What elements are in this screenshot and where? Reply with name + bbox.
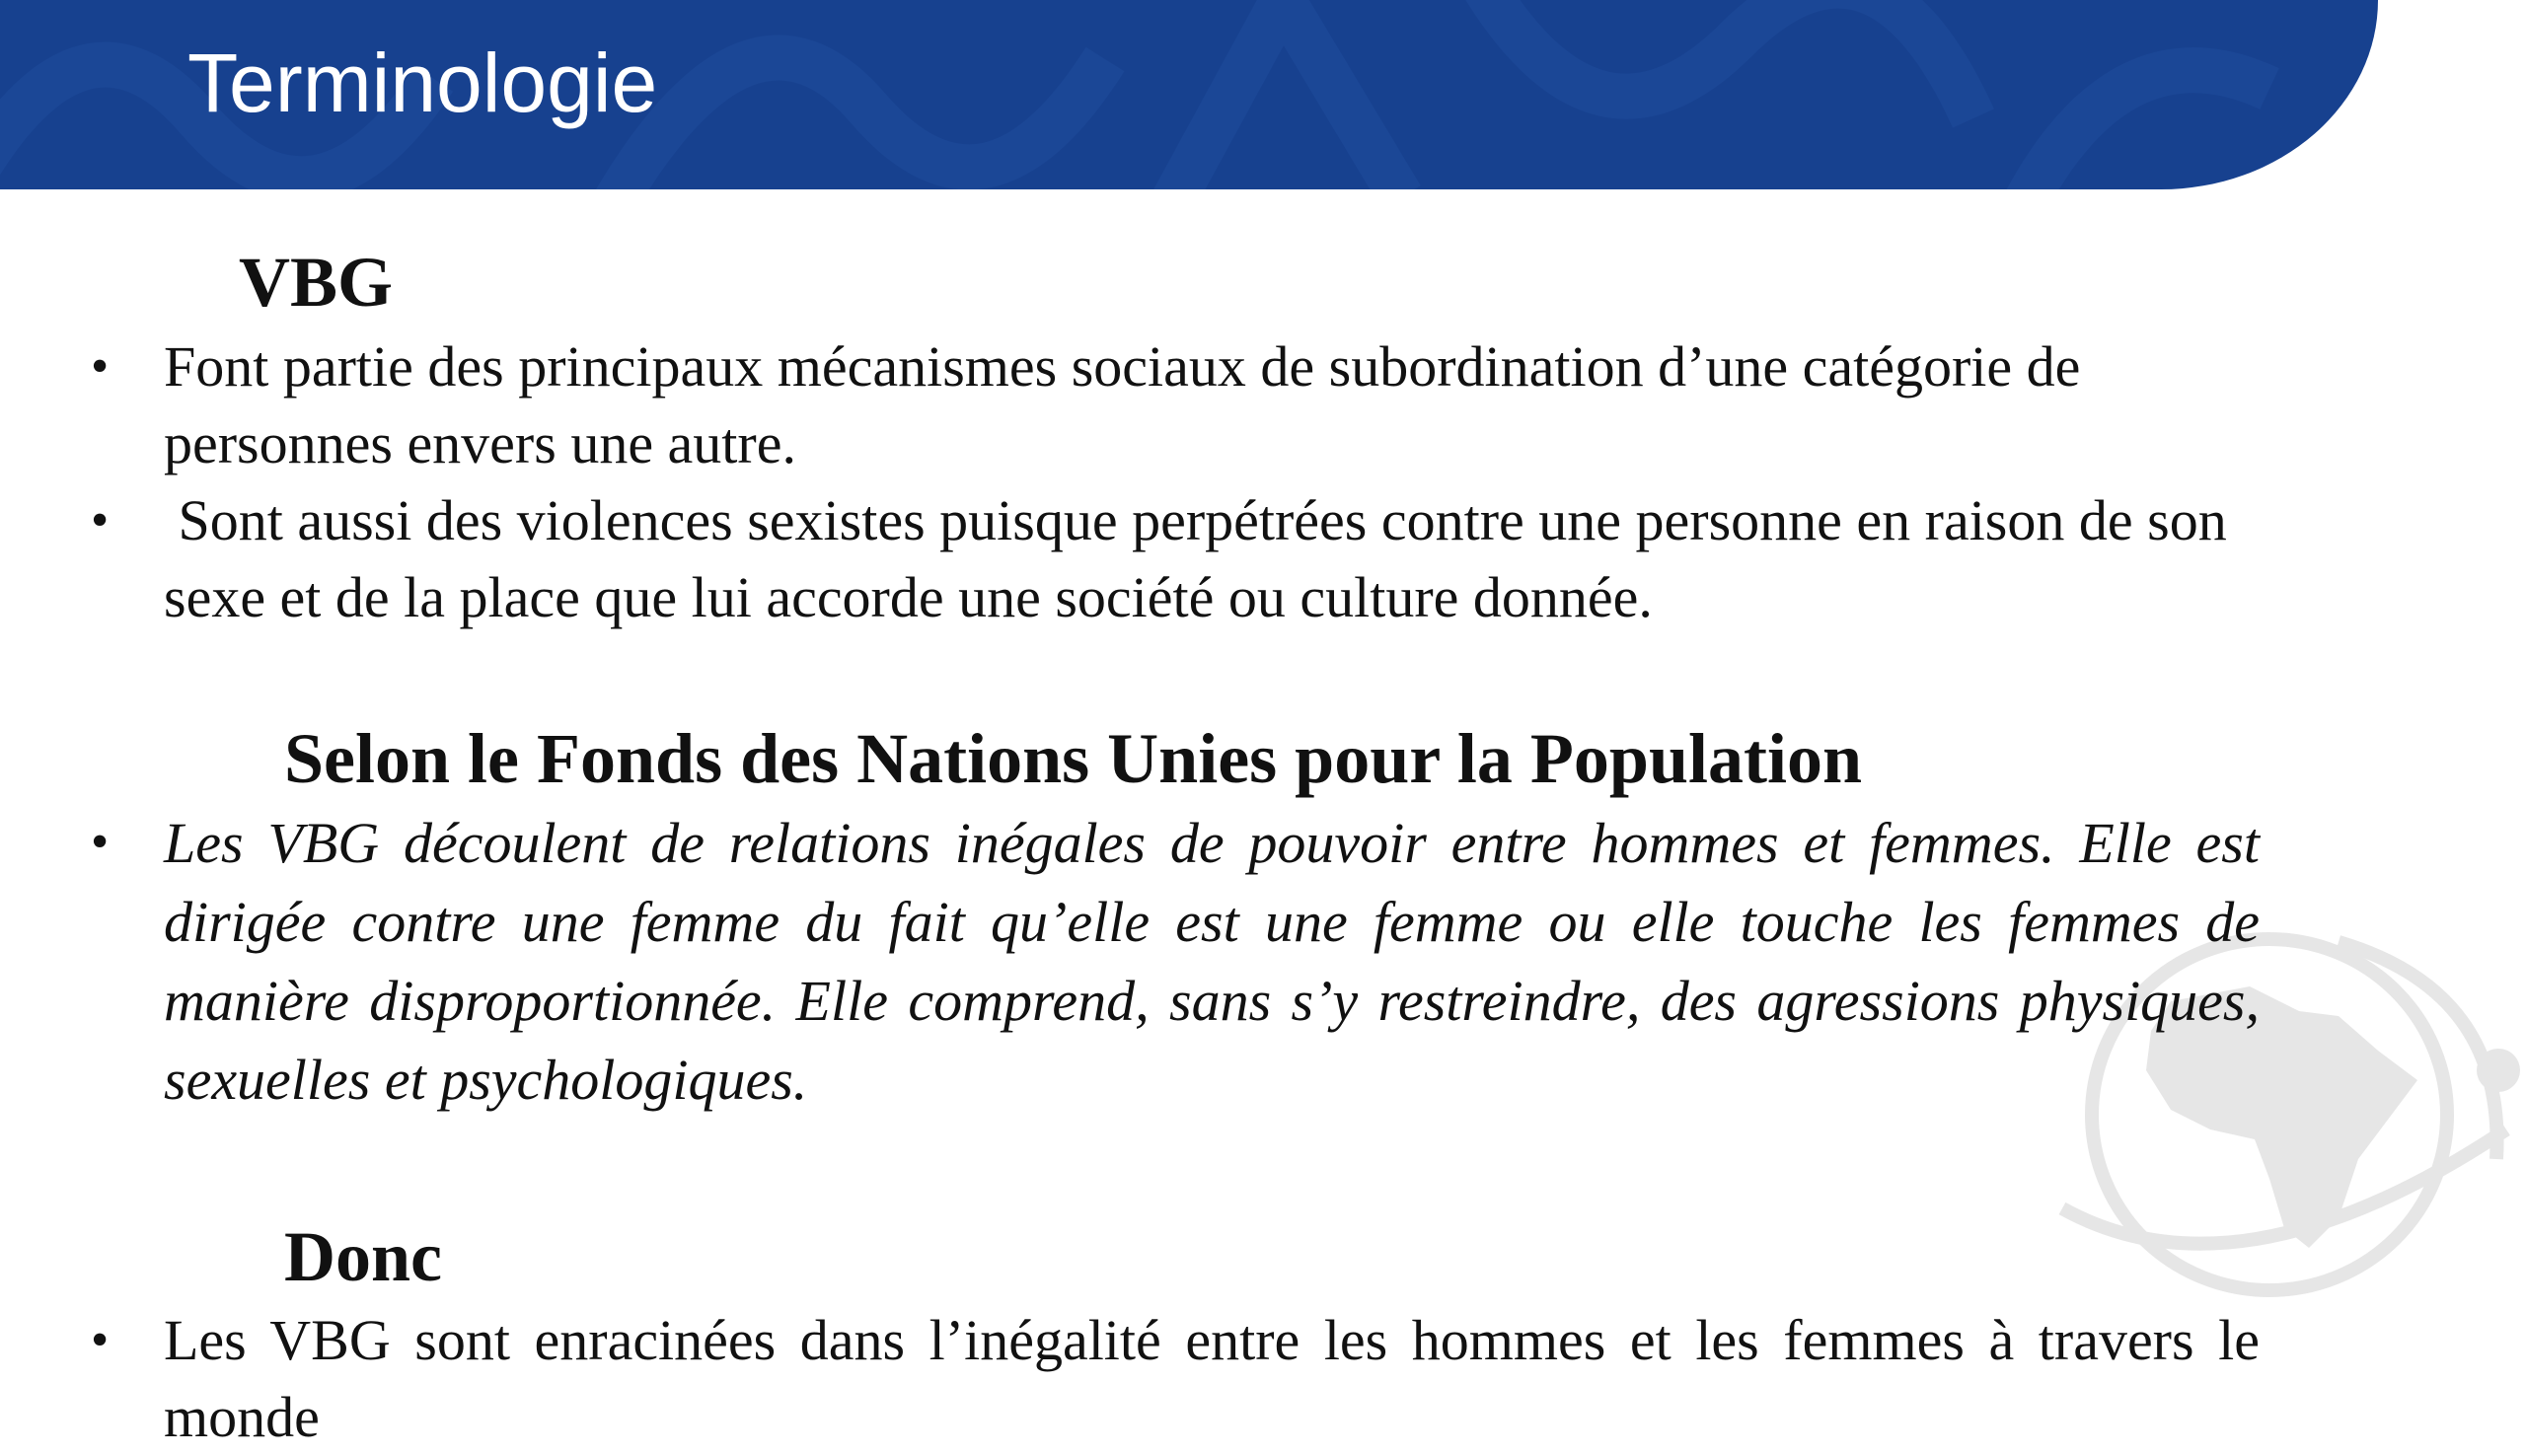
- bullet-dot: •: [91, 338, 110, 395]
- bullet-dot: •: [91, 1312, 110, 1368]
- bullet-dot: •: [91, 814, 110, 870]
- bullet-text-quote: Les VBG découlent de relations inégales de pouvoir entre hommes et femmes. Elle est dirigée contre une femme du fait qu’elle est une femme ou elle touche les femmes de manière disproportionnée. Elle comprend, sans s’y restreindre, des agressions physiques, sexuelles et psychologiques.: [164, 811, 2260, 1112]
- page-title: Terminologie: [187, 36, 658, 129]
- section-heading-vbg: VBG: [239, 243, 394, 322]
- section-heading-donc: Donc: [284, 1217, 442, 1296]
- section-heading-unfpa: Selon le Fonds des Nations Unies pour la Population: [284, 719, 1863, 798]
- bullet-dot: •: [91, 492, 110, 548]
- bullet-text: Font partie des principaux mécanismes sociaux de subordination d’une catégorie de personnes envers une autre.: [164, 334, 2081, 475]
- bullet-text: Sont aussi des violences sexistes puisque perpétrées contre une personne en raison de son sexe et de la place que lui accorde une société ou culture donnée.: [164, 488, 2242, 629]
- bullet-text: Les VBG sont enracinées dans l’inégalité entre les hommes et les femmes à travers le monde: [164, 1308, 2260, 1449]
